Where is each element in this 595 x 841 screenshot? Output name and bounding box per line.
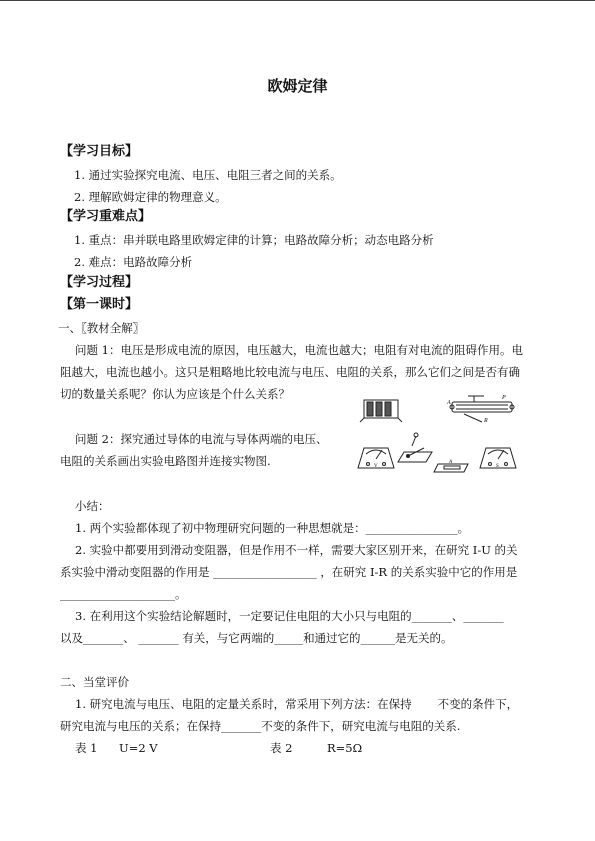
summary-3-blank-6[interactable]: ______	[360, 631, 396, 645]
eval-1-text-b: 不变的条件下，	[437, 697, 519, 711]
summary-3-blank-4[interactable]: _______	[138, 631, 179, 645]
eval-1-text-d: 不变的条件下，研究电流与电阻的关系.	[261, 719, 461, 733]
summary-2-blank-2[interactable]: ____________________	[60, 587, 175, 601]
figure-label-r1: R	[484, 418, 488, 424]
part1-header: 一、〖教材全解〗	[58, 321, 145, 335]
keypoint-1: 1. 重点：串并联电路里欧姆定律的计算；电路故障分析；动态电路分析	[74, 233, 434, 247]
switch-icon	[398, 433, 432, 462]
eval-1-text-c: 研究电流与电压的关系；在保持	[60, 719, 221, 733]
table-1-label: 表 1	[75, 741, 98, 755]
lesson-header: 【第一课时】	[60, 297, 139, 312]
resistor-icon	[434, 464, 468, 472]
summary-2-line-3	[60, 587, 187, 601]
summary-3-text-d: 和通过它的	[303, 631, 361, 645]
q2-line-1: 问题 2：探究通过导体的电流与导体两端的电压、	[75, 432, 328, 446]
summary-1-text: 1. 两个实验都体现了初中物理研究问题的一种思想就是：	[75, 521, 366, 535]
summary-3-blank-2[interactable]: _______	[463, 609, 504, 623]
summary-3-text-c: 有关，与它两端的	[182, 631, 275, 645]
summary-1-blank[interactable]: ________________	[365, 521, 458, 535]
goal-2: 2. 理解欧姆定律的物理意义。	[74, 190, 227, 204]
goal-1: 1. 通过实验探究电流、电压、电阻三者之间的关系。	[74, 168, 342, 182]
page-title: 欧姆定律	[267, 77, 328, 95]
summary-2-blank-1[interactable]: __________________	[213, 565, 317, 579]
figure-label-s: S	[496, 464, 499, 469]
table-2-condition: R=5Ω	[327, 741, 363, 755]
table-2-label: 表 2	[270, 741, 293, 755]
summary-3-line-1	[75, 609, 504, 623]
table-1-condition: U=2 V	[119, 741, 158, 755]
figure-label-a1: A	[447, 400, 451, 406]
q2-line-2: 电阻的关系画出实验电路图并连接实物图.	[60, 454, 271, 468]
process-header: 【学习过程】	[60, 275, 139, 290]
top-border	[0, 0, 595, 1]
battery-pack-icon	[360, 400, 402, 422]
summary-3-sep-1: 、	[451, 609, 464, 623]
summary-2-end: 。	[175, 587, 187, 601]
q1-line-3: 切的数量关系呢？你认为应该是个什么关系？	[60, 387, 290, 401]
eval-1-line-2	[60, 719, 460, 733]
eval-1-blank-2[interactable]: _______	[221, 719, 262, 733]
summary-3-blank-3[interactable]: _______	[83, 631, 124, 645]
summary-3-text-e: 是无关的。	[395, 631, 453, 645]
q1-line-1: 问题 1：电压是形成电流的原因，电压越大，电流也越大；电阻有对电流的阻碍作用。电	[75, 343, 523, 357]
keypoint-2: 2. 难点：电路故障分析	[74, 255, 193, 269]
summary-2-line-2	[60, 565, 517, 579]
q1-line-2: 阻越大，电流也越小。这只是粗略地比较电流与电压、电阻的关系，那么它们之间是否有确	[60, 365, 520, 379]
summary-1-end: 。	[457, 521, 470, 535]
circuit-apparatus-figure	[352, 392, 527, 480]
summary-3-text-b: 以及	[60, 631, 83, 645]
summary-3-line-2	[60, 631, 453, 645]
summary-3-text-a: 3. 在利用这个实验结论解题时，一定要记住电阻的大小只与电阻的	[75, 609, 412, 623]
summary-header: 小结：	[75, 499, 110, 513]
summary-3-blank-1[interactable]: _______	[411, 609, 452, 623]
eval-1-line-1	[75, 697, 518, 711]
part2-header: 二、当堂评价	[60, 675, 129, 689]
figure-label-p: P	[502, 395, 506, 401]
summary-2-line-1: 2. 实验中都要用到滑动变阻器，但是作用不一样，需要大家区别开来，在研究 I-U 的关	[75, 543, 518, 557]
summary-2-text-b: ，在研究 I-R 的关系实验中它的作用是	[320, 565, 518, 579]
keypoints-header: 【学习重难点】	[60, 209, 152, 224]
summary-item-1	[75, 521, 469, 535]
goals-header: 【学习目标】	[60, 144, 139, 159]
figure-label-r2: A	[449, 460, 453, 465]
summary-3-blank-5[interactable]: _____	[274, 631, 304, 645]
eval-1-text-a: 1. 研究电流与电压、电阻的定量关系时，常采用下列方法：在保持	[75, 697, 412, 711]
summary-2-text-a: 系实验中滑动变阻器的作用是	[60, 565, 210, 579]
summary-3-sep-2: 、	[123, 631, 135, 645]
figure-label-v: V	[374, 464, 378, 469]
